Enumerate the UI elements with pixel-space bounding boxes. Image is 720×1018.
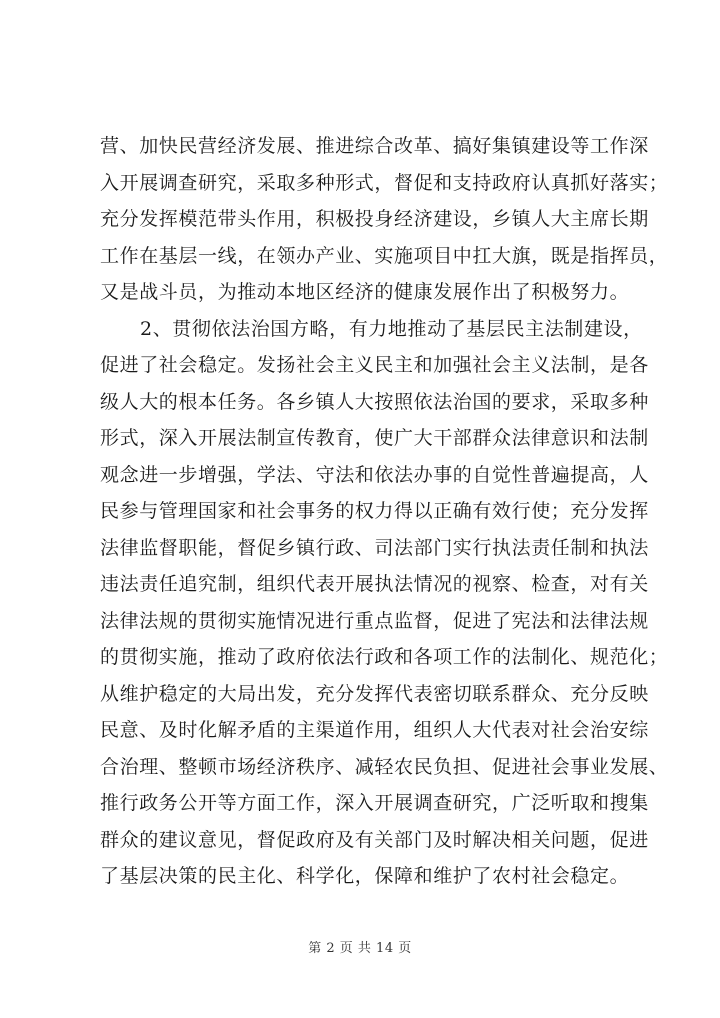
text-line: 法律法规的贯彻实施情况进行重点监督，促进了宪法和法律法规 xyxy=(100,609,649,632)
text-line: 充分发挥模范带头作用，积极投身经济建设，乡镇人大主席长期 xyxy=(100,208,649,230)
paragraph xyxy=(100,128,669,311)
text-line: 入开展调查研究，采取多种形式，督促和支持政府认真抓好落实； xyxy=(100,171,669,194)
body-text xyxy=(100,128,669,895)
text-line: 观念进一步增强，学法、守法和依法办事的自觉性普遍提高，人 xyxy=(100,463,649,486)
text-line: 民参与管理国家和社会事务的权力得以正确有效行使；充分发挥 xyxy=(100,500,649,522)
text-line: 违法责任追究制，组织代表开展执法情况的视察、检查，对有关 xyxy=(100,573,649,595)
text-line: 了基层决策的民主化、科学化，保障和维护了农村社会稳定。 xyxy=(100,865,630,887)
text-line: 2、贯彻依法治国方略，有力地推动了基层民主法制建设， xyxy=(140,317,643,340)
text-line: 工作在基层一线，在领办产业、实施项目中扛大旗，既是指挥员， xyxy=(100,244,669,267)
text-line: 营、加快民营经济发展、推进综合改革、搞好集镇建设等工作深 xyxy=(100,135,649,157)
text-line: 推行政务公开等方面工作，深入开展调查研究，广泛听取和搜集 xyxy=(100,792,649,814)
text-line: 群众的建议意见，督促政府及有关部门及时解决相关问题，促进 xyxy=(100,828,649,851)
text-line: 从维护稳定的大局出发，充分发挥代表密切联系群众、充分反映 xyxy=(100,682,649,705)
text-line: 形式，深入开展法制宣传教育，使广大干部群众法律意识和法制 xyxy=(100,427,649,449)
text-line: 民意、及时化解矛盾的主渠道作用，组织人大代表对社会治安综 xyxy=(100,719,649,741)
text-line: 促进了社会稳定。发扬社会主义民主和加强社会主义法制，是各 xyxy=(100,354,649,376)
text-line: 的贯彻实施，推动了政府依法行政和各项工作的法制化、规范化； xyxy=(100,646,669,668)
text-line: 法律监督职能，督促乡镇行政、司法部门实行执法责任制和执法 xyxy=(100,536,649,559)
text-line: 级人大的根本任务。各乡镇人大按照依法治国的要求，采取多种 xyxy=(100,390,649,413)
text-line: 合治理、整顿市场经济秩序、减轻农民负担、促进社会事业发展、 xyxy=(100,755,669,778)
paragraph xyxy=(100,311,669,895)
text-line: 又是战斗员，为推动本地区经济的健康发展作出了积极努力。 xyxy=(100,281,630,303)
page-number-footer: 第 2 页 共 14 页 xyxy=(308,941,412,956)
